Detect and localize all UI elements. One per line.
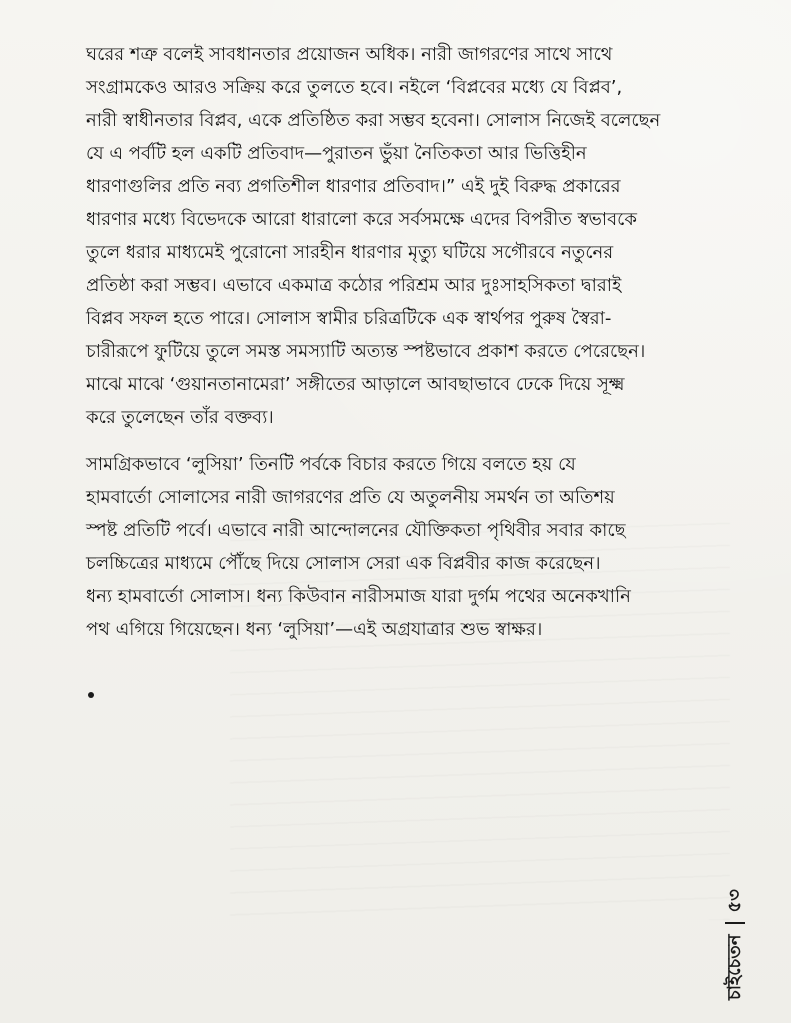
text-line: সামগ্রিকভাবে ‘লুসিয়া’ তিনটি পর্বকে বিচার করতে গিয়ে বলতে হয় যে [86, 454, 576, 475]
text-line: করে তুলেছেন তাঁর বক্তব্য। [86, 407, 274, 428]
footer-rotated [723, 860, 747, 1000]
publication-name: চাইচেতন [723, 934, 745, 1000]
paragraph-2 [86, 448, 714, 646]
text-line: চারীরূপে ফুটিয়ে তুলে সমস্ত সমস্যাটি অত্যন্ত স্পষ্টভাবে প্রকাশ করতে পেরেছেন। [86, 341, 646, 362]
text-line: নারী স্বাধীনতার বিপ্লব, একে প্রতিষ্ঠিত করা সম্ভব হবেনা। সোলাস নিজেই বলেছেন [86, 110, 661, 131]
text-line: ধারণাগুলির প্রতি নব্য প্রগতিশীল ধারণার প্রতিবাদ।” এই দুই বিরুদ্ধ প্রকারের [86, 176, 621, 197]
text-line: ধন্য হামবার্তো সোলাস। ধন্য কিউবান নারীসমাজ যারা দুর্গম পথের অনেকখানি [86, 586, 631, 607]
body-text [86, 38, 714, 646]
text-line: যে এ পর্বটি হল একটি প্রতিবাদ—পুরাতন ভুঁয়া নৈতিকতা আর ভিত্তিহীন [86, 143, 587, 164]
paragraph-gap [86, 434, 714, 448]
text-line: পথ এগিয়ে গিয়েছেন। ধন্য ‘লুসিয়া’—এই অগ্রযাত্রার শুভ স্বাক্ষর। [86, 619, 543, 640]
footer-separator [725, 923, 745, 925]
page-number: ৫৩ [723, 889, 745, 913]
text-line: হামবার্তো সোলাসের নারী জাগরণের প্রতি যে অতুলনীয় সমর্থন তা অতিশয় [86, 487, 615, 508]
ink-dot [88, 692, 94, 698]
text-line: তুলে ধরার মাধ্যমেই পুরোনো সারহীন ধারণার মৃত্যু ঘটিয়ে সগৌরবে নতুনের [86, 242, 614, 263]
text-line: সংগ্রামকেও আরও সক্রিয় করে তুলতে হবে। নইলে ‘বিপ্লবের মধ্যে যে বিপ্লব’, [86, 77, 623, 98]
text-line: ঘরের শত্রু বলেই সাবধানতার প্রয়োজন অধিক। নারী জাগরণের সাথে সাথে [86, 44, 613, 65]
text-line: চলচ্চিত্রের মাধ্যমে পৌঁছে দিয়ে সোলাস সেরা এক বিপ্লবীর কাজ করেছেন। [86, 553, 601, 574]
text-line: মাঝে মাঝে ‘গুয়ানতানামেরা’ সঙ্গীতের আড়ালে আবছাভাবে ঢেকে দিয়ে সূক্ষ্ম [86, 374, 625, 395]
paragraph-1 [86, 38, 714, 434]
text-line: বিপ্লব সফল হতে পারে। সোলাস স্বামীর চরিত্রটিকে এক স্বার্থপর পুরুষ স্বৈরা- [86, 308, 612, 329]
text-line: ধারণার মধ্যে বিভেদকে আরো ধারালো করে সর্বসমক্ষে এদের বিপরীত স্বভাবকে [86, 209, 637, 230]
page-footer [723, 860, 747, 1000]
text-line: স্পষ্ট প্রতিটি পর্বে। এভাবে নারী আন্দোলনের যৌক্তিকতা পৃথিবীর সবার কাছে [86, 520, 626, 541]
text-line: প্রতিষ্ঠা করা সম্ভব। এভাবে একমাত্র কঠোর পরিশ্রম আর দুঃসাহসিকতা দ্বারাই [86, 275, 622, 296]
